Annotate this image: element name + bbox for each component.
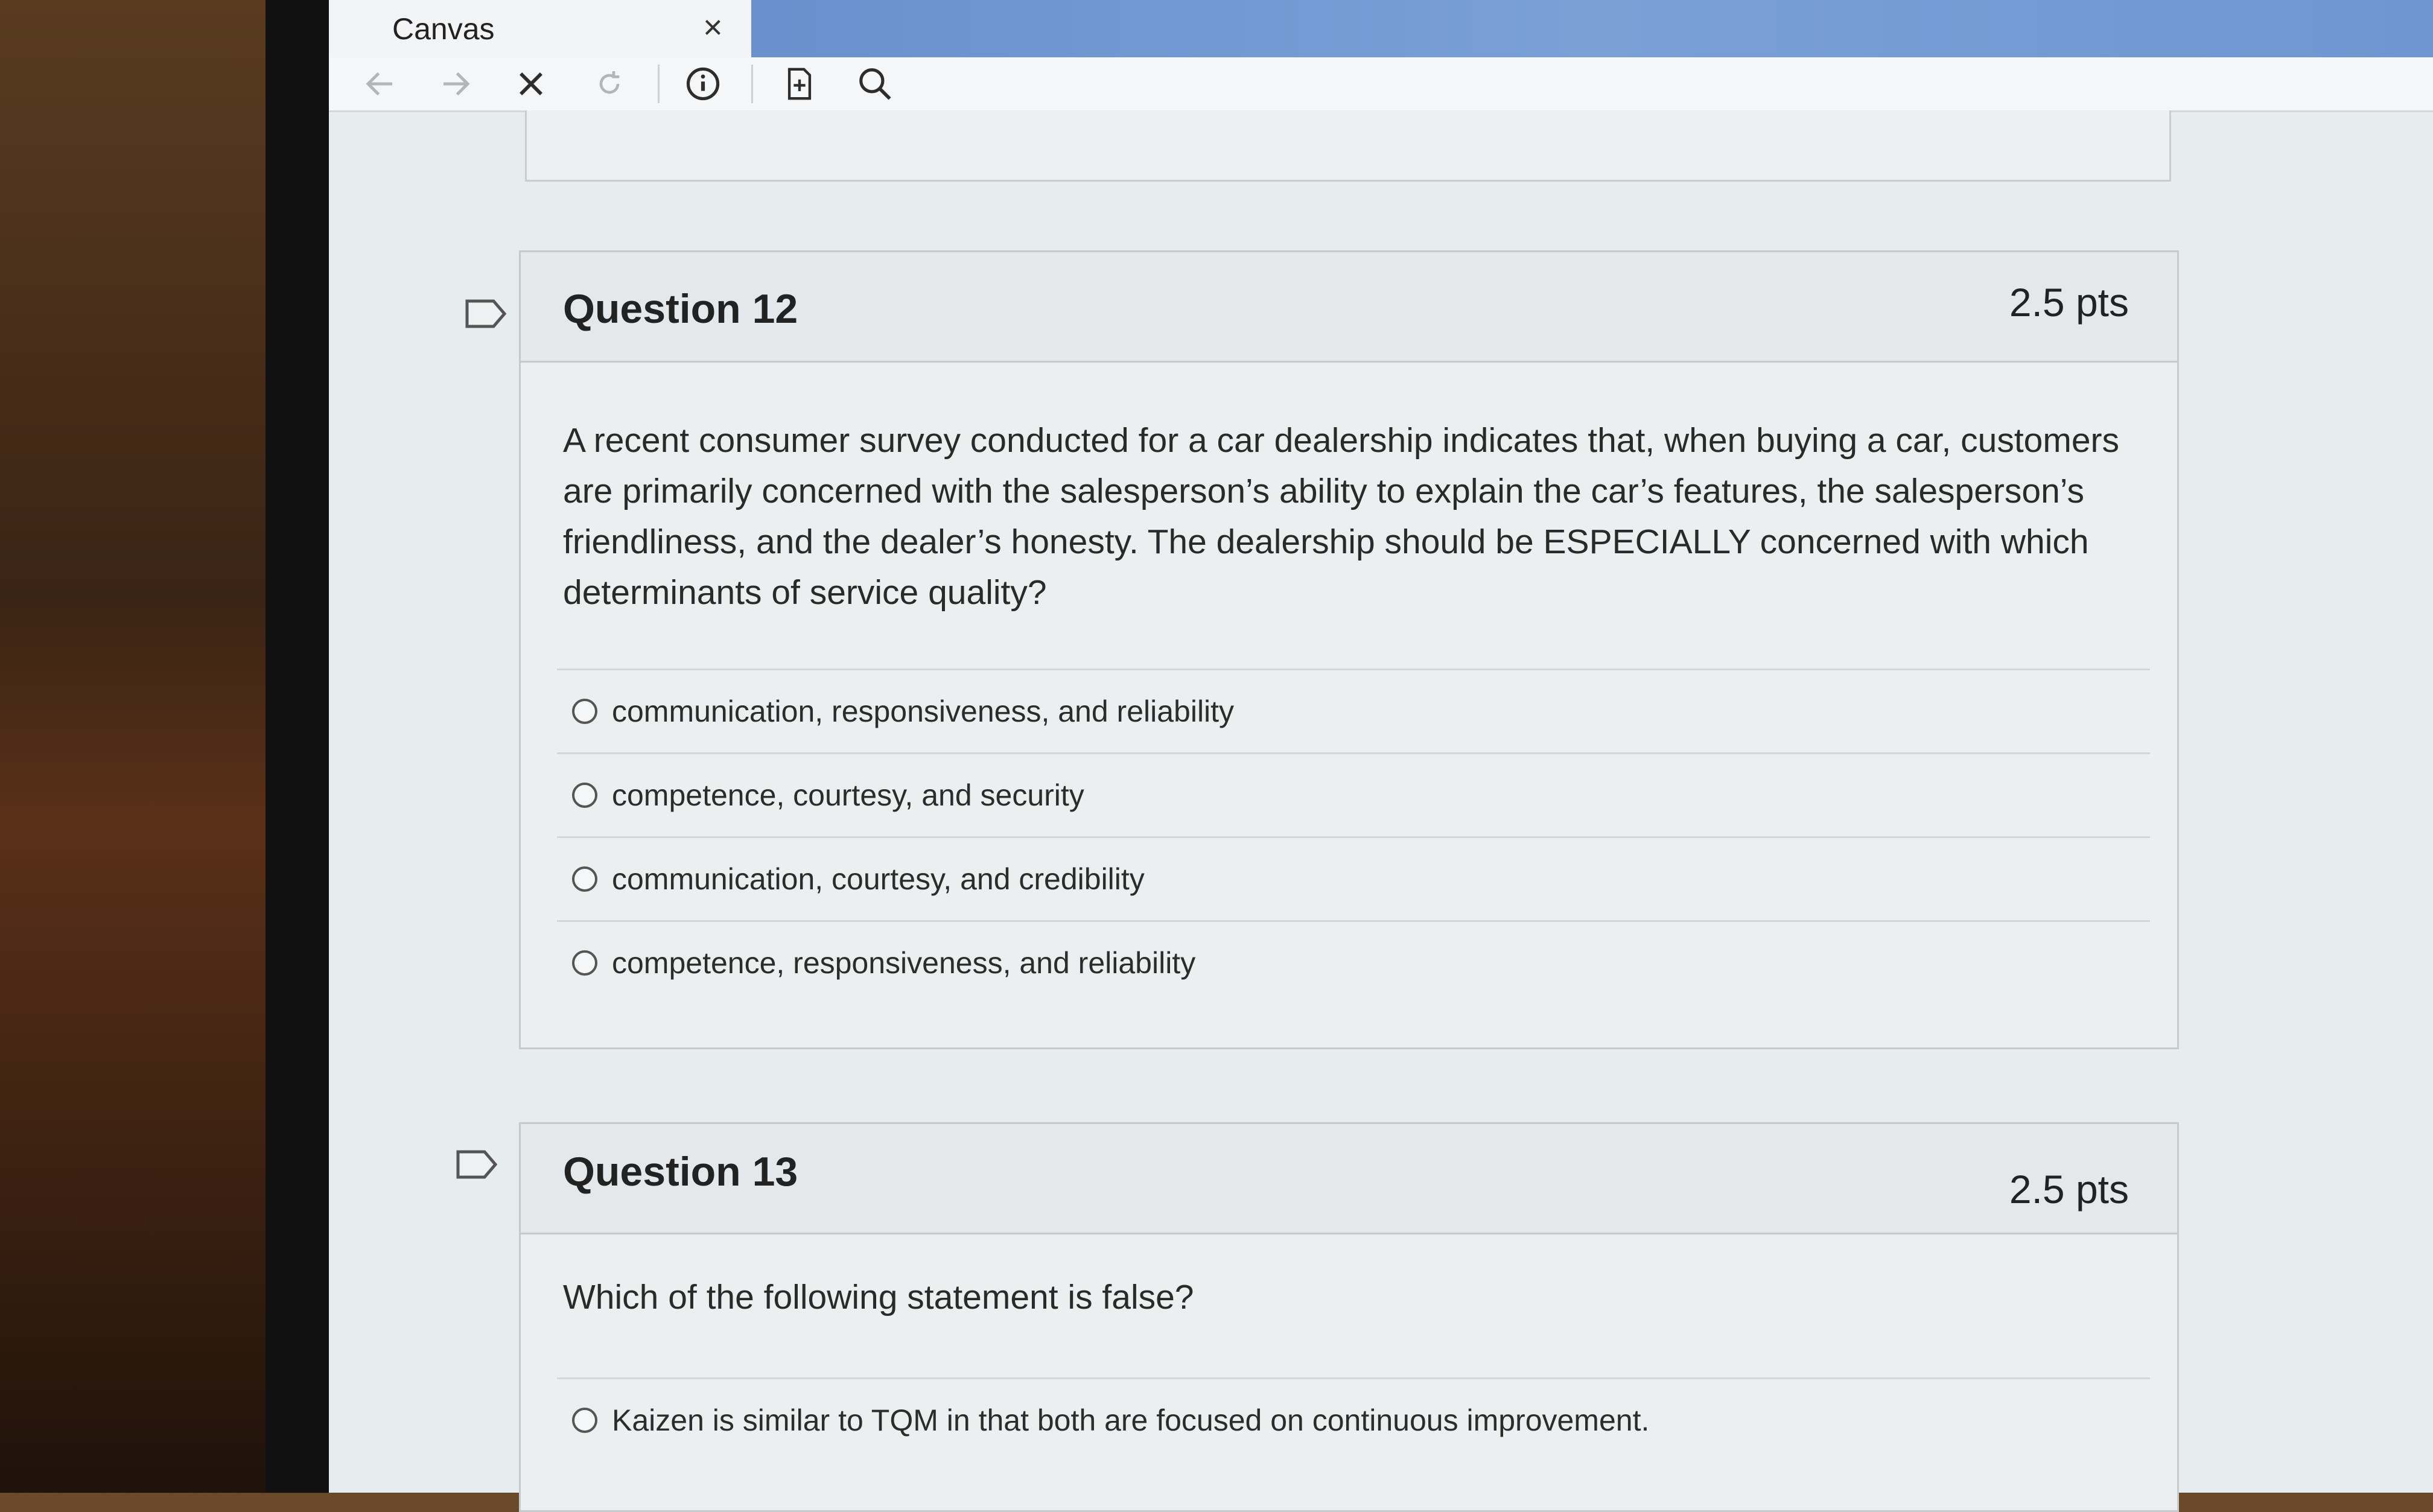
flag-question-icon[interactable] xyxy=(465,299,507,329)
browser-toolbar xyxy=(329,57,2433,112)
answer-label: Kaizen is similar to TQM in that both are focused on continuous improvement. xyxy=(612,1403,1650,1437)
answer-label: communication, courtesy, and credibility xyxy=(612,862,1145,896)
add-page-icon[interactable] xyxy=(778,63,821,104)
browser-tab[interactable] xyxy=(329,0,751,57)
browser-window xyxy=(329,0,2433,1493)
answer-option[interactable] xyxy=(557,752,2150,836)
question-text: A recent consumer survey conducted for a car dealership indicates that, when buying a car, customers are primarily concerned with the salesperson’s ability to explain the car’s features, the salesperson’s friendliness, and the dealer’s honesty. The dealership should be ESPECIALLY concerned with which determinants of service quality? xyxy=(563,421,2120,612)
flag-question-icon[interactable] xyxy=(456,1149,498,1180)
toolbar-separator xyxy=(751,65,753,103)
question-header xyxy=(521,252,2177,363)
info-icon[interactable] xyxy=(682,63,724,104)
question-card xyxy=(519,1122,2179,1512)
toolbar-separator xyxy=(658,65,660,103)
search-icon[interactable] xyxy=(854,63,896,104)
answer-label: competence, courtesy, and security xyxy=(612,778,1084,812)
tab-title: Canvas xyxy=(392,11,495,46)
question-points: 2.5 pts xyxy=(2009,280,2129,325)
answer-list xyxy=(557,1377,2150,1461)
forward-arrow-icon[interactable] xyxy=(434,63,477,104)
radio-button[interactable] xyxy=(572,866,597,892)
question-card xyxy=(519,250,2179,1049)
question-header xyxy=(521,1124,2177,1234)
answer-option[interactable] xyxy=(557,836,2150,920)
question-points: 2.5 pts xyxy=(2009,1167,2129,1212)
radio-button[interactable] xyxy=(572,699,597,724)
answer-option[interactable] xyxy=(557,669,2150,752)
tab-close-icon[interactable]: × xyxy=(703,8,723,46)
answer-option[interactable] xyxy=(557,1377,2150,1461)
radio-button[interactable] xyxy=(572,950,597,976)
previous-question-footer xyxy=(525,110,2171,182)
reload-icon[interactable] xyxy=(588,63,631,104)
back-arrow-icon[interactable] xyxy=(359,63,401,104)
answer-label: competence, responsiveness, and reliability xyxy=(612,946,1196,980)
answer-option[interactable] xyxy=(557,920,2150,1004)
question-title: Question 12 xyxy=(563,286,798,332)
answer-list xyxy=(557,669,2150,1004)
answer-label: communication, responsiveness, and reliability xyxy=(612,694,1235,728)
monitor-bezel xyxy=(266,0,338,1493)
radio-button[interactable] xyxy=(572,1408,597,1433)
radio-button[interactable] xyxy=(572,783,597,808)
stop-icon[interactable] xyxy=(510,63,552,104)
question-text: Which of the following statement is false? xyxy=(563,1278,1194,1317)
question-title: Question 13 xyxy=(563,1149,798,1195)
tab-strip xyxy=(329,0,2433,57)
